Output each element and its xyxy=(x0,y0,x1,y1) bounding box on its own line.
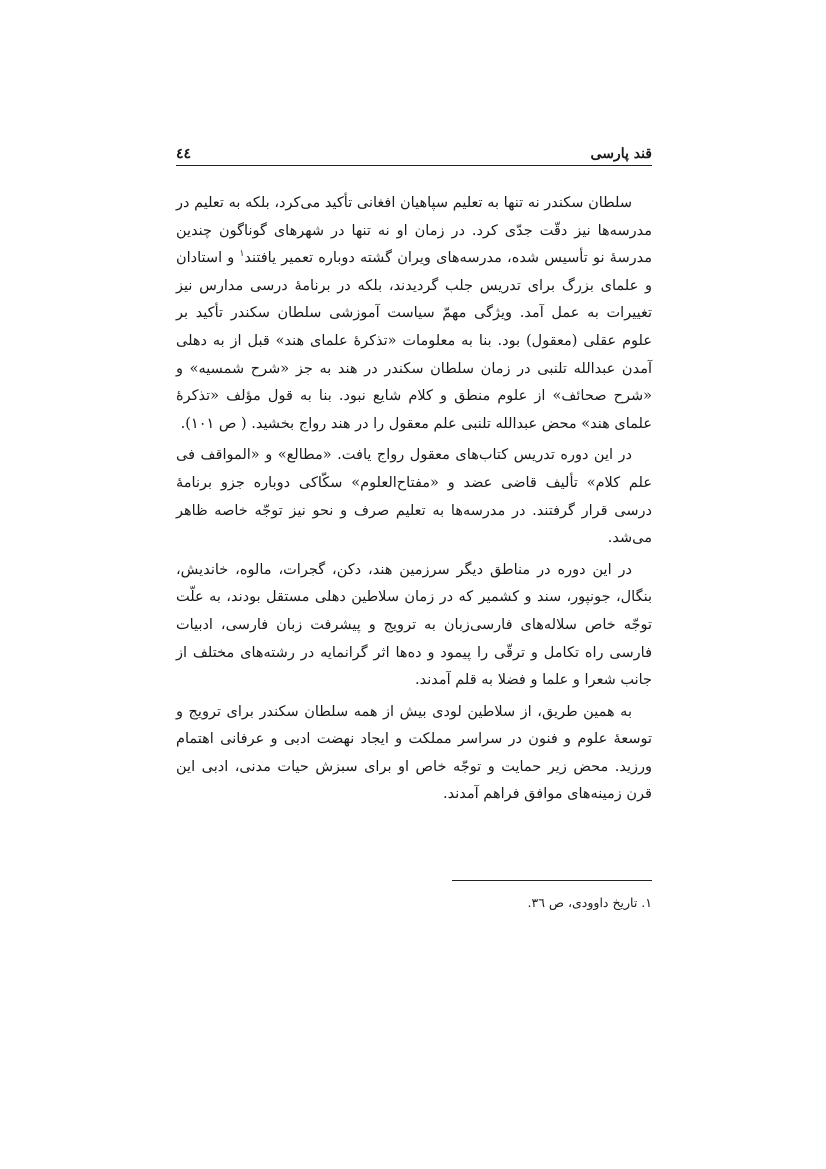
paragraph-2: در این دوره تدریس کتاب‌های معقول رواج یافت. «مطالع» و «المواقف فی علم کلام» تألیف قاضی عضد و «مفتاح‌العلوم» سکّاکی دوباره جزو برنامهٔ درسی قرار گرفتند. در مدرسه‌ها به تعلیم صرف و نحو نیز توجّه خاصه ظاهر می‌شد. xyxy=(176,447,652,547)
paragraph-1-text-b: و استادان و علمای بزرگ برای تدریس جلب گردیدند، بلکه در برنامهٔ درسی مدارس نیز تغییرات به عمل آمد. ویژگی مهمّ سیاست آموزشی سلطان سکندر تأکید بر علوم عقلی (معقول) بود. بنا به معلومات «تذکرهٔ علمای هند» قبل از به دهلی آمدن عبدالله تلنبی در زمان سلطان سکندر در هند به جز «شرح شمسیه» و «شرح صحائف» از علوم منطق و کلام شایع نبود. بنا به قول مؤلف «تذکرهٔ علمای هند» محض عبدالله تلنبی علم معقول را در هند رواج بخشید. ( ص ۱۰۱). xyxy=(176,250,652,432)
header-rule xyxy=(176,165,652,166)
paragraph-3: در این دوره در مناطق دیگر سرزمین هند، دکن، گجرات، مالوه، خاندیش، بنگال، جونپور، سند و کشمیر که در زمان سلاطین دهلی مستقل بودند، به علّت توجّه خاص سلاله‌های فارسی‌زبان به ترویج و پیشرفت زبان فارسی، ادبیات فارسی راه تکامل و ترقّی را پیمود و ده‌ها اثر گرانمایه در رشته‌های مختلف از جانب شعرا و علما و فضلا به قلم آمدند. xyxy=(176,561,652,689)
page-number: ٤٤ xyxy=(176,146,192,162)
paragraph-1 xyxy=(176,190,652,438)
paragraph-1-text-a: سلطان سکندر نه تنها به تعلیم سپاهیان افغانی تأکید می‌کرد، بلکه به تعلیم در مدرسه‌ها نیز دقّت جدّی کرد. در زمان او نه تنها در شهرهای گوناگون چندین مدرسهٔ نو تأسیس شده، مدرسه‌های ویران گشته دوباره تعمیر یافتند xyxy=(176,195,652,267)
footnote: ۱. تاریخ داوودی، ص ٣٦. xyxy=(527,895,652,910)
running-title: قند پارسی xyxy=(590,146,652,162)
main-text xyxy=(176,190,652,813)
running-header xyxy=(176,142,652,166)
paragraph-4: به همین طریق، از سلاطین لودی بیش از همه سلطان سکندر برای ترویج و توسعهٔ علوم و فنون در سراسر مملکت و ایجاد نهضت ادبی و عرفانی اهتمام ورزید. محض زیر حمایت و توجّه خاص او برای سبزش حیات مدنی، ادبی این قرن زمینه‌های موافق فراهم آمدند. xyxy=(176,703,652,803)
footnote-marker: ۱ xyxy=(239,249,245,260)
footnote-rule xyxy=(452,880,652,881)
